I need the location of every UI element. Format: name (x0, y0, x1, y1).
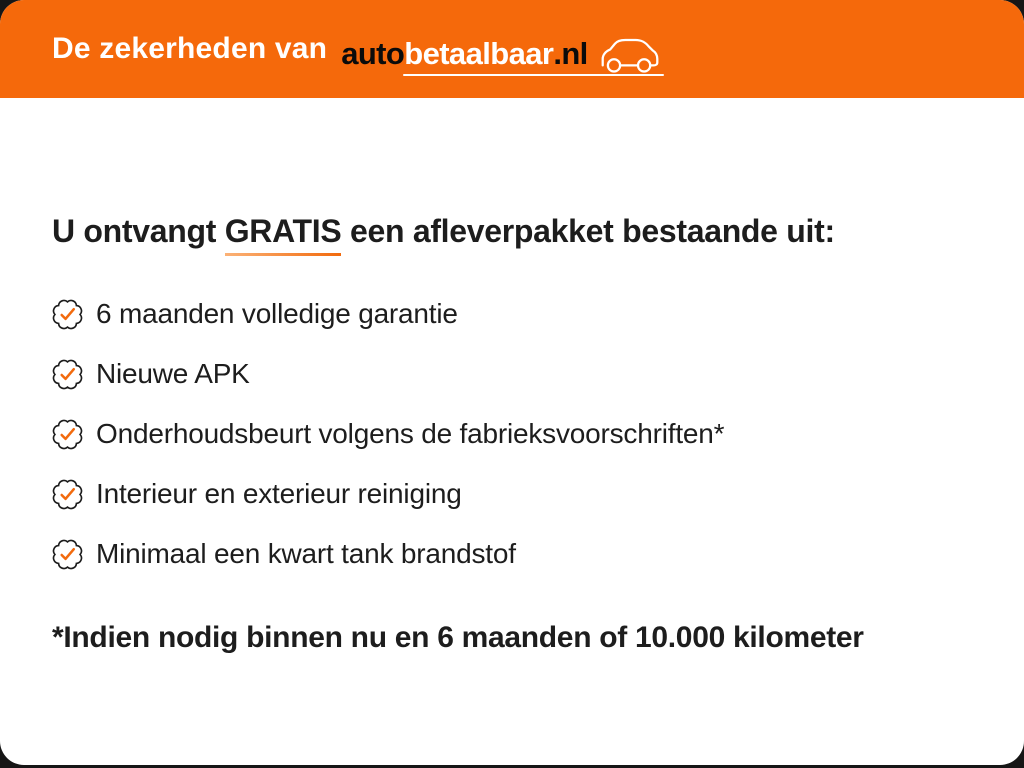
list-item-label: Minimaal een kwart tank brandstof (96, 538, 516, 569)
page-title (52, 213, 972, 250)
gratis-highlight: GRATIS (225, 213, 342, 256)
list-item-label: Onderhoudsbeurt volgens de fabrieksvoorschriften* (96, 418, 725, 449)
badge-check-icon (52, 299, 83, 330)
logo-text-nl: .nl (553, 36, 588, 71)
logo-text-betaalbaar: betaalbaar (404, 36, 554, 71)
logo-text-auto: auto (341, 36, 405, 71)
footnote: *Indien nodig binnen nu en 6 maanden of 10.000 kilometer (52, 621, 864, 654)
autobetaalbaar-logo (341, 29, 662, 69)
content-area (0, 213, 1024, 655)
car-icon (598, 36, 662, 76)
list-item (52, 524, 972, 584)
logo-underline (403, 74, 664, 77)
list-item-label: Nieuwe APK (96, 358, 250, 389)
list-item-label: 6 maanden volledige garantie (96, 298, 458, 329)
heading-prefix: U ontvangt (52, 213, 225, 249)
header-title: De zekerheden van (52, 32, 328, 65)
badge-check-icon (52, 479, 83, 510)
list-item (52, 284, 972, 344)
list-item (52, 344, 972, 404)
list-item-label: Interieur en exterieur reiniging (96, 478, 462, 509)
badge-check-icon (52, 539, 83, 570)
badge-check-icon (52, 419, 83, 450)
benefits-list (52, 284, 972, 584)
heading-suffix: een afleverpakket bestaande uit: (341, 213, 835, 249)
header-banner (0, 0, 1024, 98)
badge-check-icon (52, 359, 83, 390)
list-item (52, 464, 972, 524)
list-item (52, 404, 972, 464)
